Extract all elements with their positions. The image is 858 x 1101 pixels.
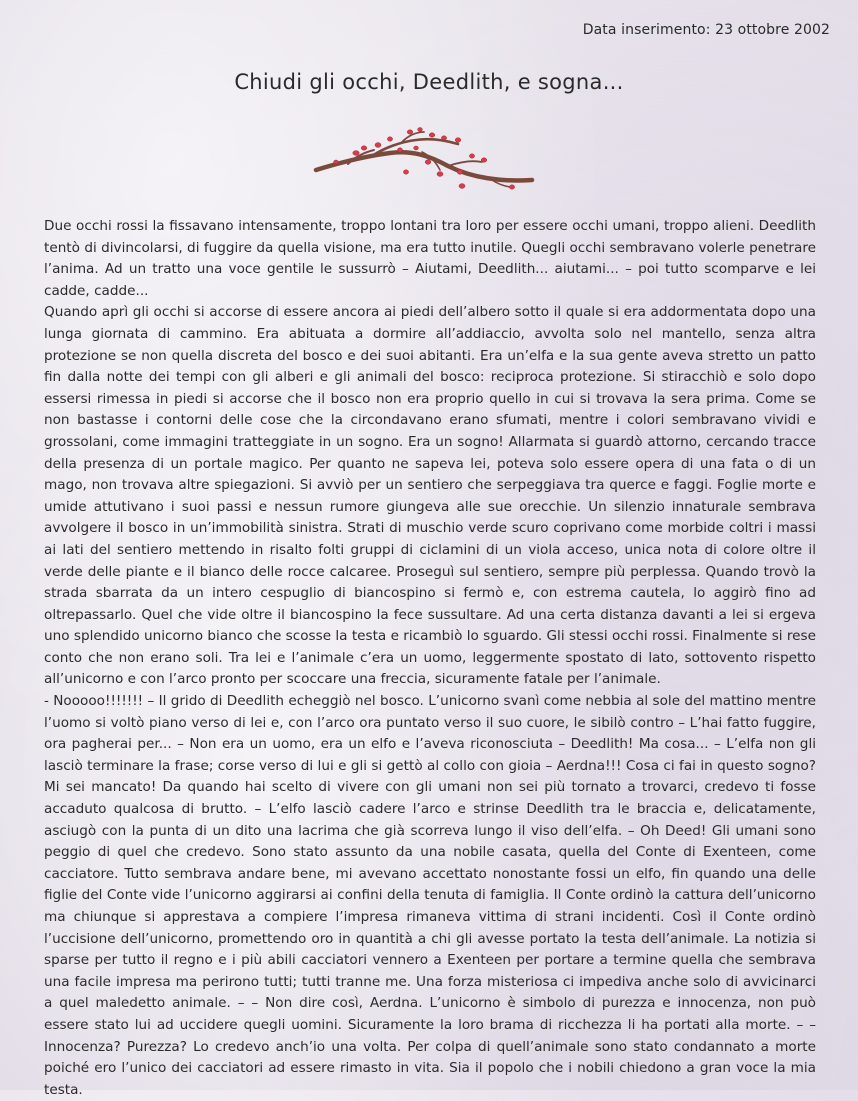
branch-stems <box>316 132 532 187</box>
date-line: Data inserimento: 23 ottobre 2002 <box>582 22 830 38</box>
story-title: Chiudi gli occhi, Deedlith, e sogna... <box>234 70 624 94</box>
paragraph: Quando aprì gli occhi si accorse di essere ancora ai piedi dell’albero sotto il quale si era addormentata dopo una lunga giornata di cammino. Era abituata a dormire all’addiaccio, avvolta solo nel mantello, senza altra protezione se non quella discreta del bosco e dei suoi abitanti. Era un’elfa e la sua gente aveva stretto un patto fin dalla notte dei tempi con gli alberi e gli animali del bosco: reciproca protezione. Si stiracchiò e solo dopo essersi rimessa in piedi si accorse che il bosco non era proprio quello in cui si trovava la sera prima. Come se non bastasse i contorni delle cose che la circondavano erano sfumati, mentre i colori sembravano vividi e grossolani, come immagini tratteggiate in un sogno. Era un sogno! Allarmata si guardò attorno, cercando tracce della presenza di un portale magico. Per quanto ne sapeva lei, poteva solo essere opera di una fata o di un mago, non trovava altre spiegazioni. Si avviò per un sentiero che serpeggiava tra querce e faggi. Foglie morte e umide attutivano i suoi passi e nessun rumore giungeva alle sue orecchie. Un silenzio innaturale sembrava avvolgere il bosco in un’immobilità sinistra. Strati di muschio verde scuro coprivano come morbide coltri i massi ai lati del sentiero mettendo in risalto folti gruppi di ciclamini di un viola acceso, unica nota di colore oltre il verde delle piante e il bianco delle rocce calcaree. Proseguì sul sentiero, sempre più perplessa. Quando trovò la strada sbarrata da un intero cespuglio di biancospino si fermò e, con estrema cautela, lo aggirò fino ad oltrepassarlo. Quel che vide oltre il biancospino la fece sussultare. Ad una certa distanza davanti a lei si ergeva uno splendido unicorno bianco che scosse la testa e ricambiò lo sguardo. Gli stessi occhi rossi. Finalmente si rese conto che non erano soli. Tra lei e l’animale c’era un uomo, leggermente spostato di lato, sottovento rispetto all’unicorno e con l’arco pronto per scoccare una freccia, sicuramente fatale per l’animale. <box>44 304 816 688</box>
blossom-branch-icon <box>312 126 536 192</box>
story-text <box>44 216 816 1101</box>
paragraph: - Nooooo!!!!!!! – Il grido di Deedlith echeggiò nel bosco. L’unicorno svanì come nebbia al sole del mattino mentre l’uomo si voltò piano verso di lei e, con l’arco ora puntato verso il suo cuore, le sibilò contro – L’hai fatto fuggire, ora pagherai per... – Non era un uomo, era un elfo e l’aveva riconosciuta – Deedlith! Ma cosa... – L’elfa non gli lasciò terminare la frase; corse verso di lui e gli si gettò al collo con gioia – Aerdna!!! Cosa ci fai in questo sogno? Mi sei mancato! Da quando hai scelto di vivere con gli umani non sei più tornato a trovarci, credevo ti fosse accaduto qualcosa di brutto. – L’elfo lasciò cadere l’arco e strinse Deedlith tra le braccia e, delicatamente, asciugò con la punta di un dito una lacrima che già scorreva lungo il viso dell’elfa. – Oh Deed! Gli umani sono peggio di quel che credevo. Sono stato assunto da una nobile casata, quella del Conte di Exenteen, come cacciatore. Tutto sembrava andare bene, mi avevano accettato nonostante fossi un elfo, fin quando una delle figlie del Conte vide l’unicorno aggirarsi ai confini della tenuta di famiglia. Il Conte ordinò la cattura dell’unicorno ma chiunque si apprestava a compiere l’impresa rimaneva vittima di strani incidenti. Così il Conte ordinò l’uccisione dell’unicorno, promettendo oro in quantità a chi gli avesse portato la testa dell’animale. La notizia si sparse per tutto il regno e i più abili cacciatori vennero a Exenteen per portare a termine quella che sembrava una facile impresa ma perirono tutti; tutti tranne me. Una forza misteriosa ci impediva anche solo di avvicinarci a quel maledetto animale. – – Non dire così, Aerdna. L’unicorno è simbolo di purezza e innocenza, non può essere stato lui ad uccidere quegli uomini. Sicuramente la loro brama di ricchezza li ha portati alla morte. – – Innocenza? Purezza? Lo credevo anch’io una volta. Per colpa di quell’animale sono stato condannato a morte poiché ero l’unico dei cacciatori ad essere rimasto in vita. Sia il popolo che i nobili chiedono a gran voce la mia testa. <box>44 693 816 1098</box>
paragraph: Due occhi rossi la fissavano intensamente, troppo lontani tra loro per essere occhi umani, troppo alieni. Deedlith tentò di divincolarsi, di fuggire da quella visione, ma era tutto inutile. Quegli occhi sembravano volerle penetrare l’anima. Ad un tratto una voce gentile le sussurrò – Aiutami, Deedlith... aiutami... – poi tutto scomparve e lei cadde, cadde... <box>44 218 816 299</box>
